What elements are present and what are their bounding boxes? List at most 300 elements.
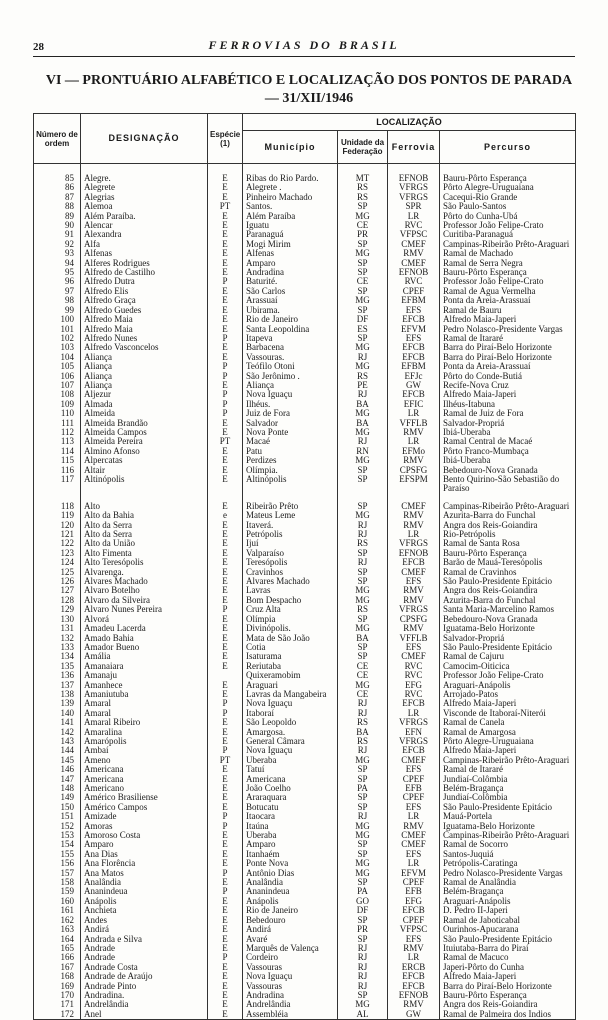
row-municipality: General Câmara — [243, 737, 338, 746]
row-number: 135 — [34, 662, 81, 671]
row-state: ES — [338, 325, 388, 334]
row-state: PR — [338, 925, 388, 934]
row-species: E — [208, 249, 243, 258]
row-railway: CPEF — [388, 287, 440, 296]
row-state: MG — [338, 624, 388, 633]
row-designation: Ananindeua — [81, 887, 208, 896]
row-state: SP — [338, 840, 388, 849]
row-railway: VFPSC — [388, 925, 440, 934]
table-row — [34, 840, 576, 849]
row-designation: Andrada e Silva — [81, 935, 208, 944]
table-row — [34, 183, 576, 192]
row-designation: Alegrias — [81, 193, 208, 202]
row-route: Santa Maria-Marcelino Ramos — [440, 605, 576, 614]
row-designation: Amarópolis — [81, 737, 208, 746]
row-species: P — [208, 372, 243, 381]
row-municipality: Uberaba — [243, 756, 338, 765]
row-municipality: Além Paraíba — [243, 212, 338, 221]
row-railway: RMV — [388, 1000, 440, 1009]
row-number: 152 — [34, 822, 81, 831]
row-route: Pôrto Alegre-Uruguaiana — [440, 183, 576, 192]
row-designation: Altinópolis — [81, 475, 208, 494]
row-municipality: Petrópolis — [243, 530, 338, 539]
row-species: E — [208, 539, 243, 548]
table-row — [34, 652, 576, 661]
row-state: SP — [338, 334, 388, 343]
table-row — [34, 634, 576, 643]
row-species: E — [208, 765, 243, 774]
row-designation: Alto da Serra — [81, 530, 208, 539]
row-route: Campinas-Ribeirão Prêto-Araguari — [440, 502, 576, 511]
table-row — [34, 681, 576, 690]
table-row — [34, 362, 576, 371]
row-species: P — [208, 812, 243, 821]
row-railway: RVC — [388, 221, 440, 230]
row-designation: Alferes Rodrigues — [81, 259, 208, 268]
row-route: Bauru-Pôrto Esperança — [440, 268, 576, 277]
row-designation: Álvaro da Silveira — [81, 596, 208, 605]
row-route: Ramal de Bauru — [440, 306, 576, 315]
row-species: E — [208, 306, 243, 315]
table-row — [34, 756, 576, 765]
row-railway: EFG — [388, 897, 440, 906]
table-row — [34, 437, 576, 446]
table-row — [34, 916, 576, 925]
row-state: MG — [338, 249, 388, 258]
row-state: CE — [338, 221, 388, 230]
row-species: E — [208, 982, 243, 991]
row-number: 153 — [34, 831, 81, 840]
row-number: 131 — [34, 624, 81, 633]
row-municipality: Andirá — [243, 925, 338, 934]
row-municipality: Patu — [243, 447, 338, 456]
row-designation: Almeida Pereira — [81, 437, 208, 446]
row-state: MG — [338, 596, 388, 605]
row-designation: Alfenas — [81, 249, 208, 258]
row-railway: CMEF — [388, 652, 440, 661]
table-row — [34, 296, 576, 305]
row-species: P — [208, 409, 243, 418]
row-route: Ramal de Machado — [440, 249, 576, 258]
row-number: 105 — [34, 362, 81, 371]
row-route: Jundiaí-Colômbia — [440, 775, 576, 784]
row-species: E — [208, 840, 243, 849]
row-railway: EFVM — [388, 869, 440, 878]
row-species: E — [208, 878, 243, 887]
header-especie: Espécie (1) — [208, 114, 243, 164]
row-state: SP — [338, 306, 388, 315]
row-railway: ERCB — [388, 963, 440, 972]
row-number: 122 — [34, 539, 81, 548]
row-municipality: São Jerônimo . — [243, 372, 338, 381]
row-route: Ramal de Santa Rosa — [440, 539, 576, 548]
row-municipality: Avaré — [243, 935, 338, 944]
row-number: 106 — [34, 372, 81, 381]
row-state: MG — [338, 1000, 388, 1009]
row-state: RJ — [338, 699, 388, 708]
row-number: 158 — [34, 878, 81, 887]
row-route: Ramal de Jaboticabal — [440, 916, 576, 925]
row-species: P — [208, 953, 243, 962]
row-species: E — [208, 1010, 243, 1020]
row-designation: Anel — [81, 1010, 208, 1020]
table-row — [34, 925, 576, 934]
row-number: 89 — [34, 212, 81, 221]
row-municipality: São Leopoldo — [243, 718, 338, 727]
row-number: 141 — [34, 718, 81, 727]
row-number: 103 — [34, 343, 81, 352]
row-municipality: Ilhéus. — [243, 400, 338, 409]
row-species: PT — [208, 756, 243, 765]
row-railway: CMEF — [388, 240, 440, 249]
row-state: SP — [338, 466, 388, 475]
row-state: RJ — [338, 530, 388, 539]
row-municipality: Amargosa. — [243, 728, 338, 737]
row-designation: Americana — [81, 765, 208, 774]
row-species: P — [208, 390, 243, 399]
section-title-line-1: VI — PRONTUÁRIO ALFABÉTICO E LOCALIZAÇÃO DOS PONTOS DE PARADA — [45, 73, 573, 88]
row-railway: VFRGS — [388, 183, 440, 192]
row-route: Ramal de Analândia — [440, 878, 576, 887]
row-designation: Andrelândia — [81, 1000, 208, 1009]
table-row — [34, 605, 576, 614]
table-row — [34, 530, 576, 539]
row-route: Japeri-Pôrto do Cunha — [440, 963, 576, 972]
row-state: SP — [338, 287, 388, 296]
row-route: Ilhéus-Itabuna — [440, 400, 576, 409]
row-species: E — [208, 737, 243, 746]
table-row — [34, 230, 576, 239]
row-designation: Amanhece — [81, 681, 208, 690]
row-species — [208, 671, 243, 680]
separator-cell — [34, 494, 81, 502]
row-route: Santos-Juquiá — [440, 850, 576, 859]
row-designation: Ana Dias — [81, 850, 208, 859]
row-municipality: Salvador — [243, 419, 338, 428]
row-state: SP — [338, 652, 388, 661]
row-designation: Andrade de Araújo — [81, 972, 208, 981]
row-species: E — [208, 596, 243, 605]
row-number: 94 — [34, 259, 81, 268]
row-municipality: Bebedouro — [243, 916, 338, 925]
row-route: Campinas-Ribeirão Prêto-Araguari — [440, 831, 576, 840]
row-number: 114 — [34, 447, 81, 456]
row-railway: RMV — [388, 624, 440, 633]
table-row — [34, 577, 576, 586]
row-species: E — [208, 558, 243, 567]
table-row — [34, 822, 576, 831]
row-state: RS — [338, 539, 388, 548]
row-railway: EFCB — [388, 390, 440, 399]
row-state: MG — [338, 822, 388, 831]
row-municipality: Andradina — [243, 991, 338, 1000]
row-municipality: Ananindeua — [243, 887, 338, 896]
row-number: 137 — [34, 681, 81, 690]
row-state: SP — [338, 475, 388, 494]
row-state: PA — [338, 887, 388, 896]
separator-cell — [81, 494, 208, 502]
table-row — [34, 249, 576, 258]
row-municipality: Baturité. — [243, 277, 338, 286]
row-state: RS — [338, 605, 388, 614]
row-state: SP — [338, 615, 388, 624]
row-state: PA — [338, 784, 388, 793]
separator-cell — [208, 494, 243, 502]
row-state: DF — [338, 315, 388, 324]
row-species: E — [208, 972, 243, 981]
row-railway: RMV — [388, 944, 440, 953]
row-number: 168 — [34, 972, 81, 981]
row-railway: EFS — [388, 765, 440, 774]
row-railway: CPSFG — [388, 615, 440, 624]
row-state: RJ — [338, 437, 388, 446]
row-state: MG — [338, 409, 388, 418]
row-state: SP — [338, 202, 388, 211]
row-railway: EFS — [388, 306, 440, 315]
row-municipality: Itaocara — [243, 812, 338, 821]
row-municipality: Nova Ponte — [243, 428, 338, 437]
row-number: 128 — [34, 596, 81, 605]
row-species: E — [208, 456, 243, 465]
table-row — [34, 784, 576, 793]
section-title-line-2: — 31/XII/1946 — [264, 91, 354, 106]
row-municipality: Itaverá. — [243, 521, 338, 530]
row-designation: Alfredo de Castilho — [81, 268, 208, 277]
row-designation: Andes — [81, 916, 208, 925]
row-state: SP — [338, 850, 388, 859]
row-species: E — [208, 906, 243, 915]
row-railway: VFRGS — [388, 193, 440, 202]
row-route: Ramal de Cravinhos — [440, 568, 576, 577]
row-state: SP — [338, 549, 388, 558]
row-species: E — [208, 586, 243, 595]
table-row — [34, 428, 576, 437]
row-route: Belém-Bragança — [440, 784, 576, 793]
row-route: Salvador-Propriá — [440, 634, 576, 643]
row-municipality: Cruz Alta — [243, 605, 338, 614]
row-designation: Amado Bahia — [81, 634, 208, 643]
table-row — [34, 935, 576, 944]
row-species: P — [208, 277, 243, 286]
row-railway: EFB — [388, 887, 440, 896]
row-railway: EFS — [388, 803, 440, 812]
row-route: Ourinhos-Apucarana — [440, 925, 576, 934]
row-species: E — [208, 230, 243, 239]
table-row — [34, 164, 576, 184]
row-species: E — [208, 784, 243, 793]
row-number: 127 — [34, 586, 81, 595]
row-railway: LR — [388, 437, 440, 446]
row-railway: LR — [388, 409, 440, 418]
section-title — [40, 72, 578, 108]
row-route: Ponta da Areia-Arassuaí — [440, 296, 576, 305]
table-row — [34, 539, 576, 548]
row-railway: CPEF — [388, 878, 440, 887]
row-railway: VFRGS — [388, 737, 440, 746]
row-route: Salvador-Propriá — [440, 419, 576, 428]
row-railway: VFRGS — [388, 605, 440, 614]
row-designation: Amanaiara — [81, 662, 208, 671]
row-species: E — [208, 521, 243, 530]
row-designation: Alpercatas — [81, 456, 208, 465]
row-municipality: Marquês de Valença — [243, 944, 338, 953]
row-number: 119 — [34, 511, 81, 520]
row-number: 155 — [34, 850, 81, 859]
row-municipality: Alegrete . — [243, 183, 338, 192]
row-municipality: Cordeiro — [243, 953, 338, 962]
row-railway: EFB — [388, 784, 440, 793]
row-designation: Alto — [81, 502, 208, 511]
row-municipality: Mata de São João — [243, 634, 338, 643]
row-state: MG — [338, 212, 388, 221]
stops-table — [33, 113, 576, 1020]
table-row — [34, 325, 576, 334]
row-designation: Alencar — [81, 221, 208, 230]
row-municipality: Santa Leopoldina — [243, 325, 338, 334]
row-state: BA — [338, 634, 388, 643]
row-designation: Aliança — [81, 381, 208, 390]
row-municipality: Itaboraí — [243, 709, 338, 718]
table-row — [34, 953, 576, 962]
row-designation: Ambaí — [81, 746, 208, 755]
row-route: Arrojado-Patos — [440, 690, 576, 699]
row-railway: EFS — [388, 577, 440, 586]
row-species: P — [208, 887, 243, 896]
row-number: 143 — [34, 737, 81, 746]
row-species: E — [208, 193, 243, 202]
row-municipality: Paranaguá — [243, 230, 338, 239]
row-railway: LR — [388, 859, 440, 868]
row-route: Ramal de Cajuru — [440, 652, 576, 661]
row-designation: Aliança — [81, 372, 208, 381]
row-designation: Amaralina — [81, 728, 208, 737]
row-number: 149 — [34, 793, 81, 802]
table-row — [34, 306, 576, 315]
row-railway: CMEF — [388, 502, 440, 511]
row-municipality: Cravinhos — [243, 568, 338, 577]
row-railway: EFNOB — [388, 268, 440, 277]
row-route: Ibiá-Uberaba — [440, 428, 576, 437]
row-route: Barra do Piraí-Belo Horizonte — [440, 343, 576, 352]
row-municipality: Botucatu — [243, 803, 338, 812]
row-municipality: Amparo — [243, 840, 338, 849]
row-state: MG — [338, 859, 388, 868]
row-route: Bento Quirino-São Sebastião do Paraíso — [440, 475, 576, 494]
row-number: 92 — [34, 240, 81, 249]
table-row — [34, 972, 576, 981]
row-railway: CPSFG — [388, 466, 440, 475]
row-species: E — [208, 164, 243, 184]
table-row — [34, 944, 576, 953]
row-municipality: Amparo — [243, 259, 338, 268]
row-species: E — [208, 475, 243, 494]
table-row — [34, 963, 576, 972]
table-row — [34, 568, 576, 577]
row-number: 165 — [34, 944, 81, 953]
row-railway: RVC — [388, 671, 440, 680]
row-species: PT — [208, 202, 243, 211]
row-number: 93 — [34, 249, 81, 258]
row-species: E — [208, 859, 243, 868]
row-species: P — [208, 709, 243, 718]
row-species: E — [208, 183, 243, 192]
row-route: Ramal de Serra Negra — [440, 259, 576, 268]
row-number: 167 — [34, 963, 81, 972]
row-state: CE — [338, 671, 388, 680]
row-number: 147 — [34, 775, 81, 784]
row-species: E — [208, 662, 243, 671]
row-designation: Amadeu Lacerda — [81, 624, 208, 633]
row-species: E — [208, 530, 243, 539]
row-number: 97 — [34, 287, 81, 296]
row-municipality: Nova Iguaçu — [243, 746, 338, 755]
row-species: E — [208, 681, 243, 690]
row-number: 120 — [34, 521, 81, 530]
row-railway: EFCB — [388, 746, 440, 755]
table-row — [34, 746, 576, 755]
row-municipality: Nova Iguaçu — [243, 390, 338, 399]
row-state: SP — [338, 803, 388, 812]
row-number: 161 — [34, 906, 81, 915]
table-row — [34, 511, 576, 520]
row-route: Professor João Felipe-Crato — [440, 671, 576, 680]
row-species: E — [208, 935, 243, 944]
row-state: MG — [338, 831, 388, 840]
row-railway: RMV — [388, 596, 440, 605]
row-number: 118 — [34, 502, 81, 511]
table-row — [34, 502, 576, 511]
row-designation: Anchieta — [81, 906, 208, 915]
row-number: 170 — [34, 991, 81, 1000]
row-route: Professor João Felipe-Crato — [440, 277, 576, 286]
row-designation: Alfredo Elis — [81, 287, 208, 296]
row-municipality: Vassouras. — [243, 353, 338, 362]
table-row — [34, 353, 576, 362]
row-municipality: Barbacena — [243, 343, 338, 352]
row-species: E — [208, 315, 243, 324]
row-state: RJ — [338, 944, 388, 953]
row-species: E — [208, 287, 243, 296]
row-number: 166 — [34, 953, 81, 962]
row-railway: EFCB — [388, 906, 440, 915]
row-route: Ramal de Itararé — [440, 334, 576, 343]
row-species: E — [208, 615, 243, 624]
row-railway: RVC — [388, 277, 440, 286]
row-municipality: Iguatu — [243, 221, 338, 230]
row-species: E — [208, 268, 243, 277]
row-designation: Alvorá — [81, 615, 208, 624]
table-row — [34, 662, 576, 671]
row-state: BA — [338, 419, 388, 428]
row-species: E — [208, 728, 243, 737]
row-designation: Alto da Serra — [81, 521, 208, 530]
row-designation: Amador Bueno — [81, 643, 208, 652]
table-row — [34, 624, 576, 633]
table-row — [34, 372, 576, 381]
row-number: 115 — [34, 456, 81, 465]
row-route: Ramal Central de Macaé — [440, 437, 576, 446]
separator-cell — [338, 494, 388, 502]
row-state: RS — [338, 737, 388, 746]
row-route: Pôrto do Cunha-Ubá — [440, 212, 576, 221]
row-municipality: Ponte Nova — [243, 859, 338, 868]
row-designation: Amália — [81, 652, 208, 661]
row-state: RJ — [338, 972, 388, 981]
row-species: P — [208, 869, 243, 878]
row-species: E — [208, 690, 243, 699]
row-railway: VFFLB — [388, 419, 440, 428]
row-designation: Alto da União — [81, 539, 208, 548]
